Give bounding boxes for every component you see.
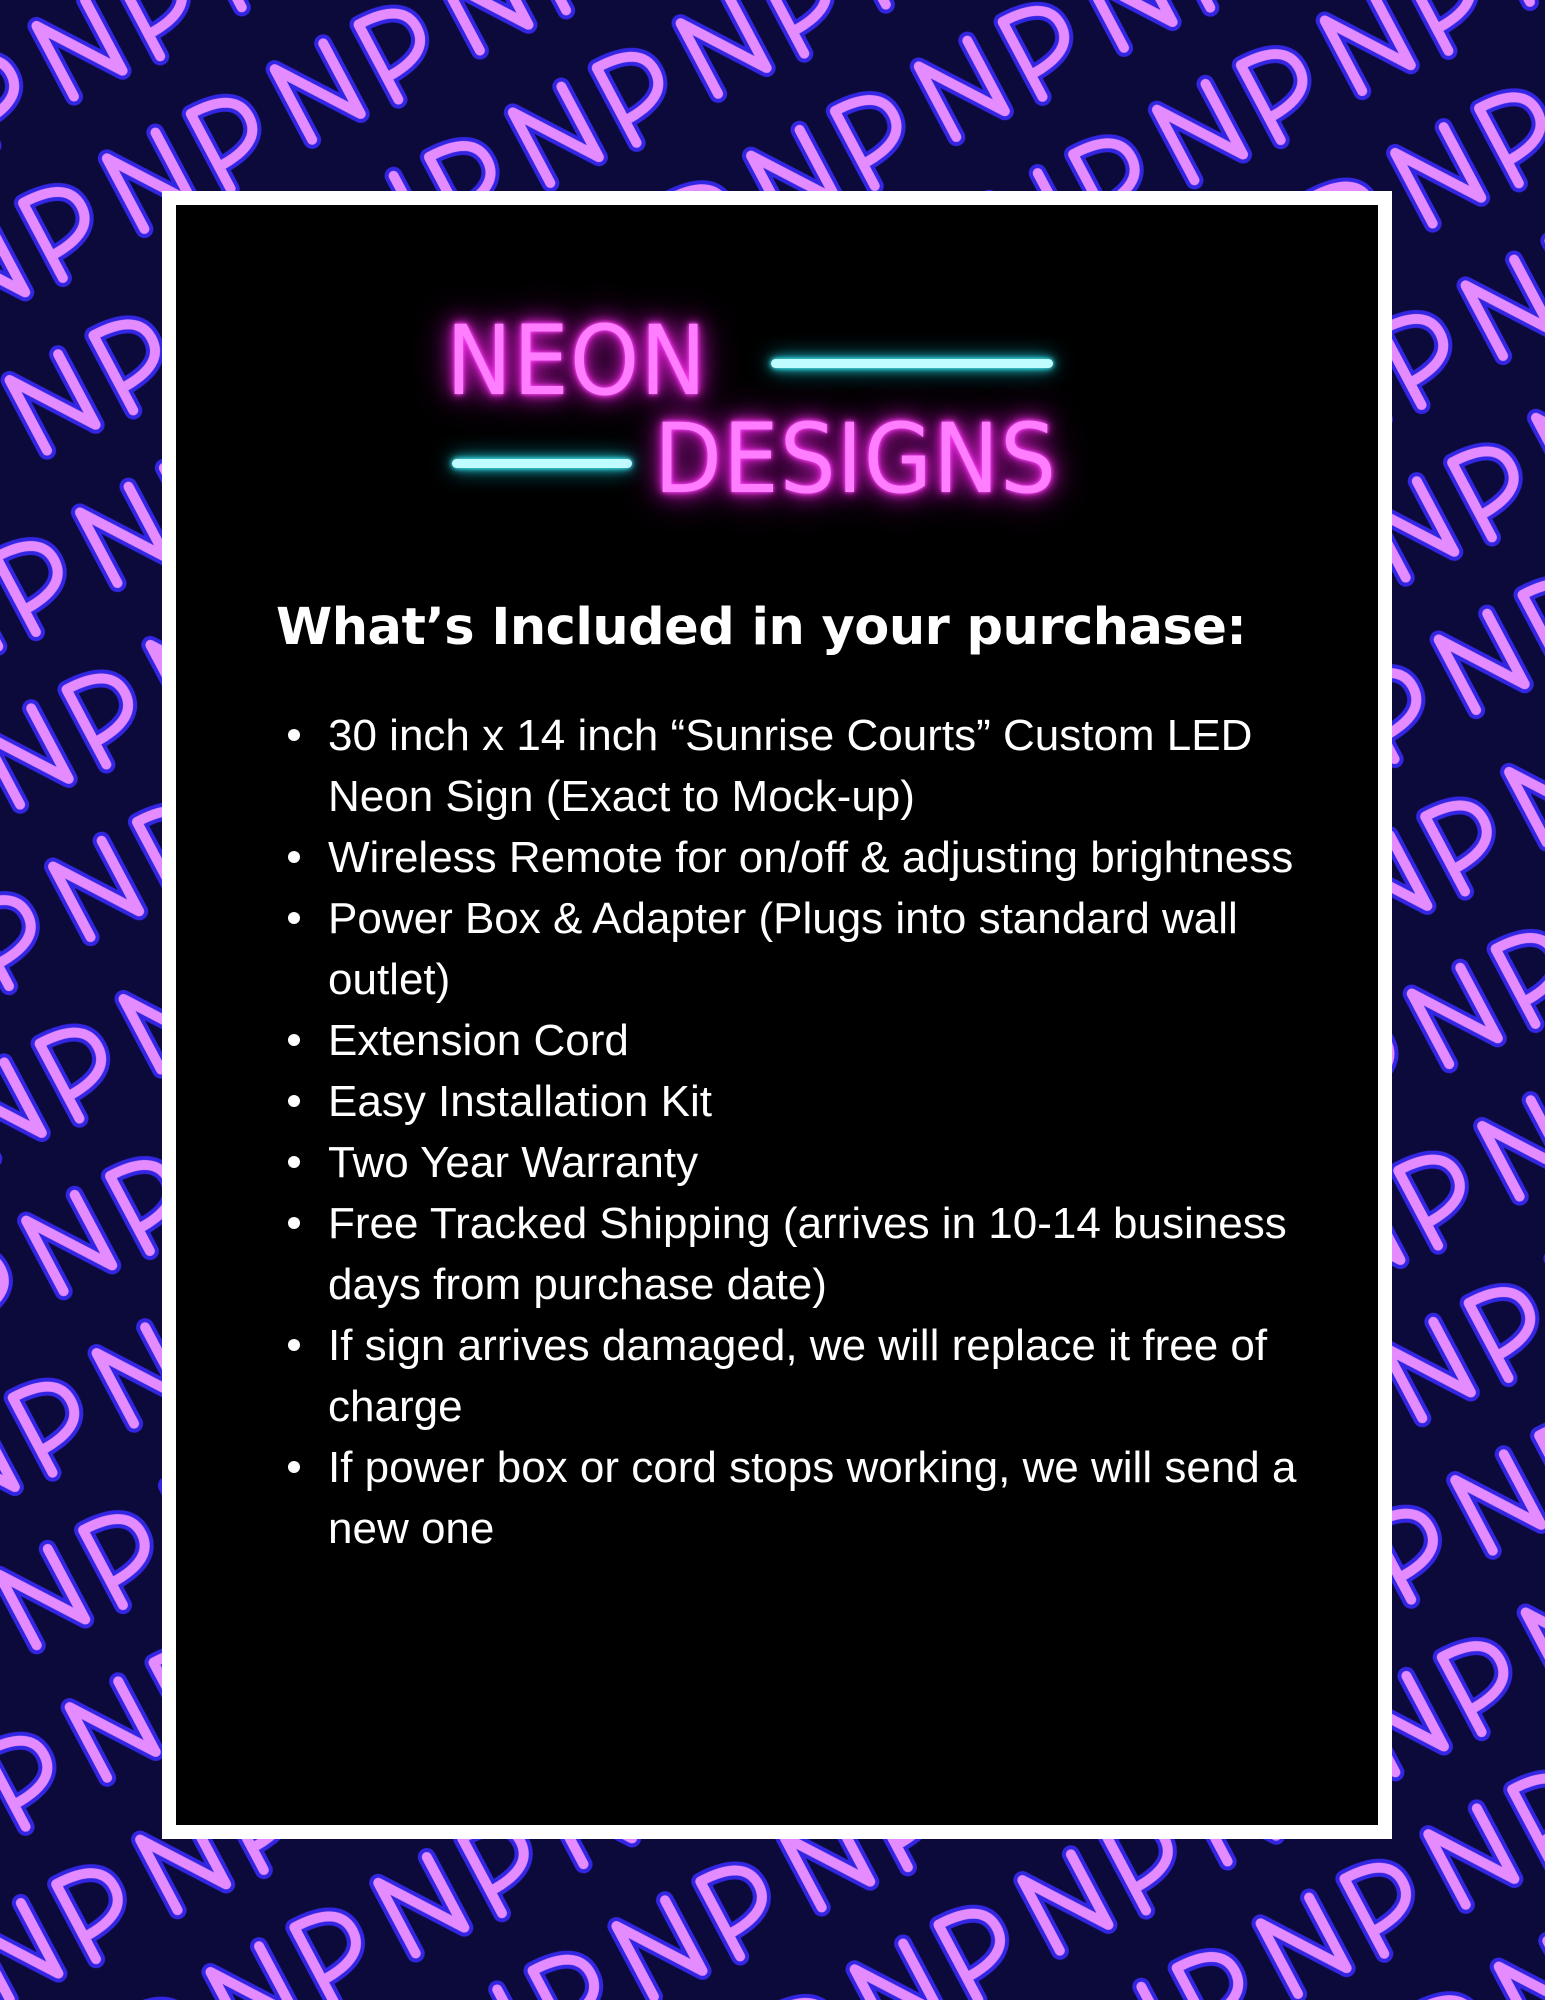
card-frame — [162, 191, 1392, 1839]
list-item: Extension Cord — [276, 1010, 1306, 1071]
content-card — [176, 205, 1378, 1825]
list-item: Easy Installation Kit — [276, 1071, 1306, 1132]
page-heading: What’s Included in your purchase: — [276, 598, 1247, 657]
logo-cyan-bar-top — [771, 359, 1053, 368]
logo-cyan-bar-bottom — [452, 459, 632, 468]
list-item: If power box or cord stops working, we will send a new one — [276, 1437, 1306, 1559]
logo-word-designs: DESIGNS — [654, 403, 1057, 515]
list-item: Power Box & Adapter (Plugs into standard wall outlet) — [276, 888, 1306, 1010]
bullet-icon — [288, 1339, 300, 1351]
neon-designs-logo — [446, 305, 1096, 525]
list-item: Wireless Remote for on/off & adjusting brightness — [276, 827, 1306, 888]
included-items-list — [276, 705, 1306, 1559]
bullet-icon — [288, 851, 300, 863]
bullet-icon — [288, 729, 300, 741]
bullet-icon — [288, 912, 300, 924]
logo-word-neon: NEON — [446, 305, 708, 417]
bullet-icon — [288, 1156, 300, 1168]
list-item: 30 inch x 14 inch “Sunrise Courts” Custom LED Neon Sign (Exact to Mock-up) — [276, 705, 1306, 827]
list-item: Two Year Warranty — [276, 1132, 1306, 1193]
list-item: If sign arrives damaged, we will replace it free of charge — [276, 1315, 1306, 1437]
list-item: Free Tracked Shipping (arrives in 10-14 business days from purchase date) — [276, 1193, 1306, 1315]
bullet-icon — [288, 1095, 300, 1107]
bullet-icon — [288, 1461, 300, 1473]
bullet-icon — [288, 1217, 300, 1229]
bullet-icon — [288, 1034, 300, 1046]
